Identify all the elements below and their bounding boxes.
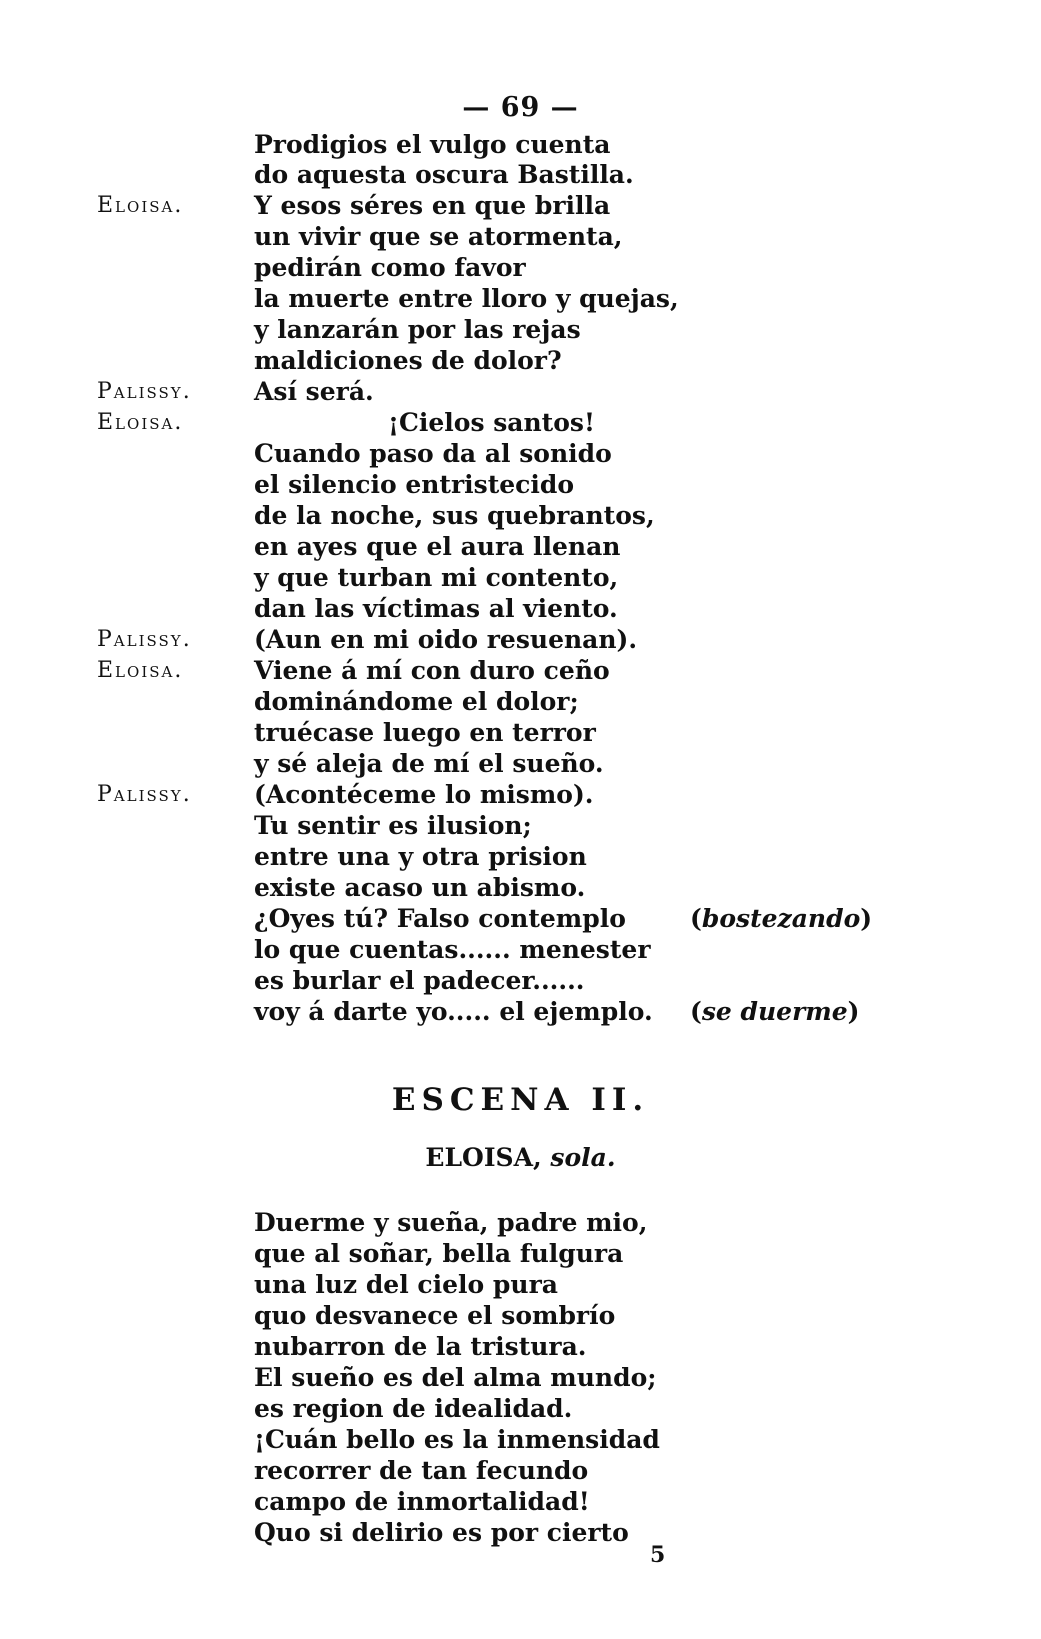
scene-title: ESCENA II.	[391, 1082, 650, 1118]
verse-text: do aquesta oscura Bastilla.	[254, 160, 634, 189]
verse-line	[0, 253, 1041, 283]
verse-line	[0, 315, 1041, 345]
verse-line	[0, 408, 1041, 438]
verse-text: ¡Cielos santos!	[388, 408, 595, 437]
verse-text: voy á darte yo..... el ejemplo.	[254, 997, 653, 1026]
verse-line	[0, 997, 1041, 1027]
monologue-line	[0, 1456, 1041, 1486]
verse-text: la muerte entre lloro y quejas,	[254, 284, 679, 313]
verse-line	[0, 130, 1041, 160]
monologue-line	[0, 1487, 1041, 1517]
verse-line	[0, 687, 1041, 717]
verse-text: dominándome el dolor;	[254, 687, 579, 716]
verse-line	[0, 904, 1041, 934]
verse-text: Duerme y sueña, padre mio,	[254, 1208, 648, 1237]
verse-line	[0, 966, 1041, 996]
scene-character-note: sola.	[550, 1143, 616, 1172]
verse-line	[0, 625, 1041, 655]
verse-text: El sueño es del alma mundo;	[254, 1363, 657, 1392]
verse-text: Viene á mí con duro ceño	[254, 656, 610, 685]
verse-text: el silencio entristecido	[254, 470, 575, 499]
verse-line	[0, 718, 1041, 748]
speaker-name: Eloisa.	[97, 193, 184, 218]
verse-line	[0, 470, 1041, 500]
verse-text: entre una y otra prision	[254, 842, 587, 871]
verse-text: (Aun en mi oido resuenan).	[254, 625, 638, 654]
verse-line	[0, 594, 1041, 624]
verse-line	[0, 346, 1041, 376]
verse-text: ¿Oyes tú? Falso contemplo	[254, 904, 626, 933]
verse-text: truécase luego en terror	[254, 718, 596, 747]
monologue-line	[0, 1208, 1041, 1238]
verse-text: Así será.	[254, 377, 374, 406]
monologue-line	[0, 1239, 1041, 1269]
verse-line	[0, 222, 1041, 252]
speaker-name: Palissy.	[97, 379, 192, 404]
verse-text: y lanzarán por las rejas	[254, 315, 581, 344]
stage-direction-text: bostezando	[701, 904, 861, 933]
verse-line	[0, 873, 1041, 903]
verse-line	[0, 811, 1041, 841]
verse-text: Cuando paso da al sonido	[254, 439, 612, 468]
verse-text: quo desvanece el sombrío	[254, 1301, 616, 1330]
monologue-line	[0, 1301, 1041, 1331]
verse-text: Tu sentir es ilusion;	[254, 811, 532, 840]
verse-text: un vivir que se atormenta,	[254, 222, 623, 251]
speaker-name: Eloisa.	[97, 410, 184, 435]
verse-text: ¡Cuán bello es la inmensidad	[254, 1425, 660, 1454]
speaker-name: Eloisa.	[97, 658, 184, 683]
monologue-line	[0, 1425, 1041, 1455]
monologue-line	[0, 1363, 1041, 1393]
verse-text: y sé aleja de mí el sueño.	[254, 749, 604, 778]
verse-line	[0, 160, 1041, 190]
monologue-line	[0, 1518, 1041, 1548]
verse-line	[0, 842, 1041, 872]
speaker-name: Palissy.	[97, 627, 192, 652]
verse-text: lo que cuentas...... menester	[254, 935, 651, 964]
verse-line	[0, 532, 1041, 562]
speaker-name: Palissy.	[97, 782, 192, 807]
verse-line	[0, 284, 1041, 314]
scene-character: ELOISA,	[425, 1143, 542, 1172]
verse-text: Y esos séres en que brilla	[254, 191, 611, 220]
verse-text: campo de inmortalidad!	[254, 1487, 590, 1516]
verse-text: nubarron de la tristura.	[254, 1332, 587, 1361]
verse-text: Prodigios el vulgo cuenta	[254, 130, 611, 159]
verse-text: de la noche, sus quebrantos,	[254, 501, 655, 530]
verse-line	[0, 563, 1041, 593]
verse-line	[0, 780, 1041, 810]
signature-mark: 5	[650, 1542, 666, 1568]
monologue-line	[0, 1394, 1041, 1424]
verse-line	[0, 439, 1041, 469]
stage-direction-text: se duerme	[701, 997, 848, 1026]
verse-text: recorrer de tan fecundo	[254, 1456, 589, 1485]
verse-text: pedirán como favor	[254, 253, 526, 282]
verse-text: y que turban mi contento,	[254, 563, 619, 592]
verse-text: es region de idealidad.	[254, 1394, 573, 1423]
stage-direction: (se duerme)	[690, 997, 860, 1026]
verse-line	[0, 191, 1041, 221]
verse-text: maldiciones de dolor?	[254, 346, 562, 375]
verse-line	[0, 749, 1041, 779]
page-number: — 69 —	[462, 92, 579, 123]
verse-text: en ayes que el aura llenan	[254, 532, 621, 561]
verse-line	[0, 656, 1041, 686]
verse-text: es burlar el padecer......	[254, 966, 585, 995]
verse-line	[0, 501, 1041, 531]
monologue-line	[0, 1270, 1041, 1300]
verse-text: (Acontéceme lo mismo).	[254, 780, 594, 809]
verse-text: que al soñar, bella fulgura	[254, 1239, 624, 1268]
stage-direction: (bostezando)	[690, 904, 873, 933]
verse-line	[0, 377, 1041, 407]
verse-text: Quo si delirio es por cierto	[254, 1518, 629, 1547]
verse-text: una luz del cielo pura	[254, 1270, 558, 1299]
monologue-line	[0, 1332, 1041, 1362]
scene-character-line	[0, 1142, 1041, 1174]
verse-text: existe acaso un abismo.	[254, 873, 586, 902]
verse-line	[0, 935, 1041, 965]
verse-text: dan las víctimas al viento.	[254, 594, 618, 623]
